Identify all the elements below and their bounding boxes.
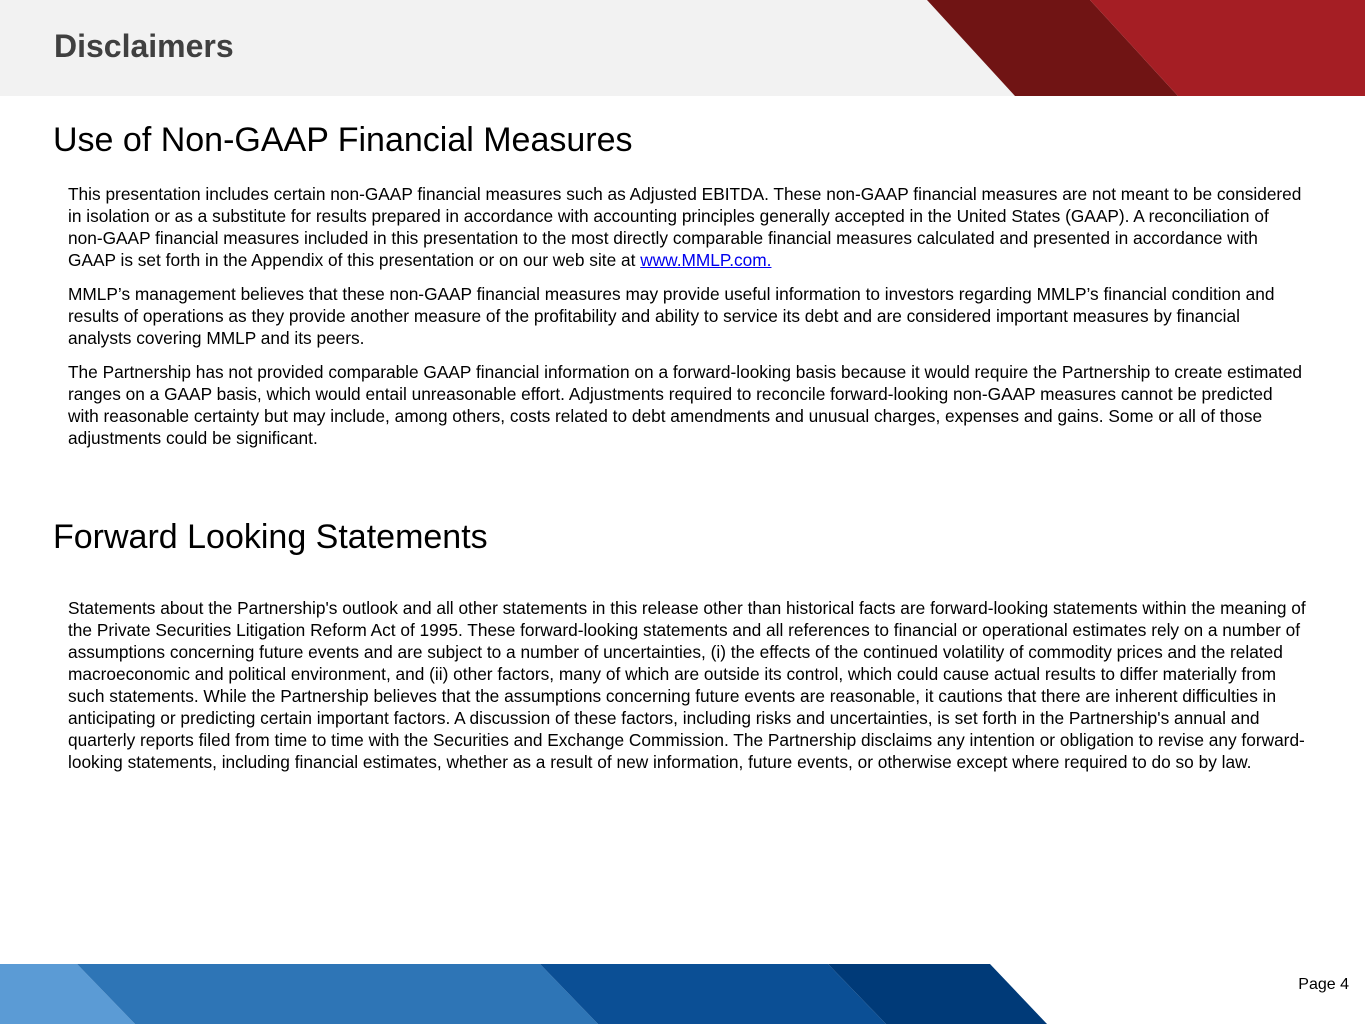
section-heading-non-gaap: Use of Non-GAAP Financial Measures bbox=[53, 121, 633, 159]
forward-looking-body bbox=[68, 597, 1308, 785]
footer-mid-blue-stripe bbox=[77, 964, 598, 1024]
mmlp-website-link[interactable]: www.MMLP.com. bbox=[640, 250, 772, 270]
page-number: Page 4 bbox=[1298, 976, 1349, 993]
page-title: Disclaimers bbox=[54, 28, 234, 64]
non-gaap-paragraph-2: MMLP’s management believes that these non-GAAP financial measures may provide useful information to investors regarding MMLP’s financial condition and results of operations as they provide another measure of the profitability and ability to service its debt and are considered important measures by financial analysts covering MMLP and its peers. bbox=[68, 284, 1275, 348]
footer-blue-chevron-decoration bbox=[0, 964, 1365, 1024]
section-heading-forward-looking: Forward Looking Statements bbox=[53, 518, 488, 556]
forward-looking-paragraph-1: Statements about the Partnership's outlook and all other statements in this release other than historical facts are forward-looking statements within the meaning of the Private Securities Litigation Reform Act of 1995. These forward-looking statements and all references to financial or operational estimates rely on a number of assumptions concerning future events and are subject to a number of uncertainties, (i) the effects of the continued volatility of commodity prices and the related macroeconomic and political environment, and (ii) other factors, many of which are outside its control, which could cause actual results to differ materially from such statements. While the Partnership believes that the assumptions concerning future events are reasonable, it cautions that there are inherent difficulties in anticipating or predicting certain important factors. A discussion of these factors, including risks and uncertainties, is set forth in the Partnership's annual and quarterly reports filed from time to time with the Securities and Exchange Commission. The Partnership disclaims any intention or obligation to revise any forward-looking statements, including financial estimates, whether as a result of new information, future events, or otherwise except where required to do so by law. bbox=[68, 598, 1306, 772]
footer-dark-blue-stripe bbox=[540, 964, 886, 1024]
non-gaap-paragraph-1-text: This presentation includes certain non-GAAP financial measures such as Adjusted EBITDA. These non-GAAP financial measures are not meant to be considered in isolation or as a substitute for results prepared in accordance with accounting principles generally accepted in the United States (GAAP). A reconciliation of non-GAAP financial measures included in this presentation to the most directly comparable financial measures calculated and presented in accordance with GAAP is set forth in the Appendix of this presentation or on our web site at bbox=[68, 184, 1302, 270]
non-gaap-body bbox=[68, 183, 1308, 461]
non-gaap-paragraph-3: The Partnership has not provided comparable GAAP financial information on a forward-looking basis because it would require the Partnership to create estimated ranges on a GAAP basis, which would entail unreasonable effort. Adjustments required to reconcile forward-looking non-GAAP measures cannot be predicted with reasonable certainty but may include, among others, costs related to debt amendments and unusual charges, expenses and gains. Some or all of those adjustments could be significant. bbox=[68, 362, 1303, 448]
non-gaap-paragraph-1 bbox=[68, 183, 1308, 271]
